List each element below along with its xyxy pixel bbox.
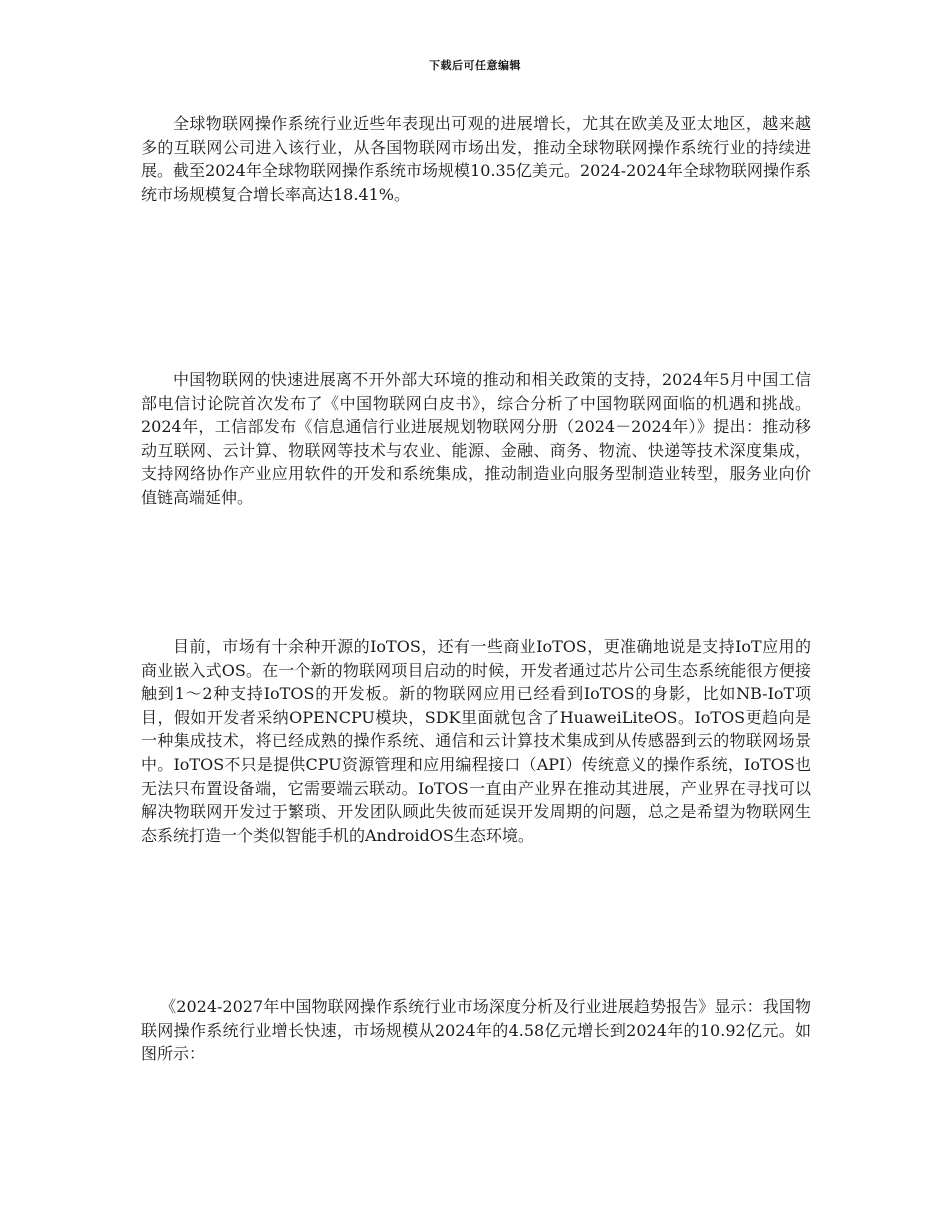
page-header-note: 下载后可任意编辑 [429, 59, 521, 72]
paragraph-iotos-overview: 目前，市场有十余种开源的IoTOS，还有一些商业IoTOS，更准确地说是支持IoT应用的商业嵌入式OS。在一个新的物联网项目启动的时候，开发者通过芯片公司生态系统能很方便接触到1～2种支持IoTOS的开发板。新的物联网应用已经看到IoTOS的身影，比如NB-IoT项目，假如开发者采纳OPENCPU模块，SDK里面就包含了HuaweiLiteOS。IoTOS更趋向是一种集成技术，将已经成熟的操作系统、通信和云计算技术集成到从传感器到云的物联网场景中。IoTOS不只是提供CPU资源管理和应用编程接口（API）传统意义的操作系统，IoTOS也无法只布置设备端，它需要端云联动。IoTOS一直由产业界在推动其进展，产业界在寻找可以解决物联网开发过于繁琐、开发团队顾此失彼而延误开发周期的问题，总之是希望为物联网生态系统打造一个类似智能手机的AndroidOS生态环境。 [141, 637, 811, 845]
paragraph-global-market: 全球物联网操作系统行业近些年表现出可观的进展增长，尤其在欧美及亚太地区，越来越多的互联网公司进入该行业，从各国物联网市场出发，推动全球物联网操作系统行业的持续进展。截至2024年全球物联网操作系统市场规模10.35亿美元。2024-2024年全球物联网操作系统市场规模复合增长率高达18.41%。 [141, 114, 811, 204]
paragraph-china-policy: 中国物联网的快速进展离不开外部大环境的推动和相关政策的支持，2024年5月中国工信部电信讨论院首次发布了《中国物联网白皮书》，综合分析了中国物联网面临的机遇和挑战。2024年，工信部发布《信息通信行业进展规划物联网分册（2024－2024年）》提出：推动移动互联网、云计算、物联网等技术与农业、能源、金融、商务、物流、快递等技术深度集成，支持网络协作产业应用软件的开发和系统集成，推动制造业向服务型制造业转型，服务业向价值链高端延伸。 [141, 370, 811, 507]
paragraph-report-summary: 《2024-2027年中国物联网操作系统行业市场深度分析及行业进展趋势报告》显示：我国物联网操作系统行业增长快速，市场规模从2024年的4.58亿元增长到2024年的10.92亿元。如图所示： [141, 997, 811, 1064]
